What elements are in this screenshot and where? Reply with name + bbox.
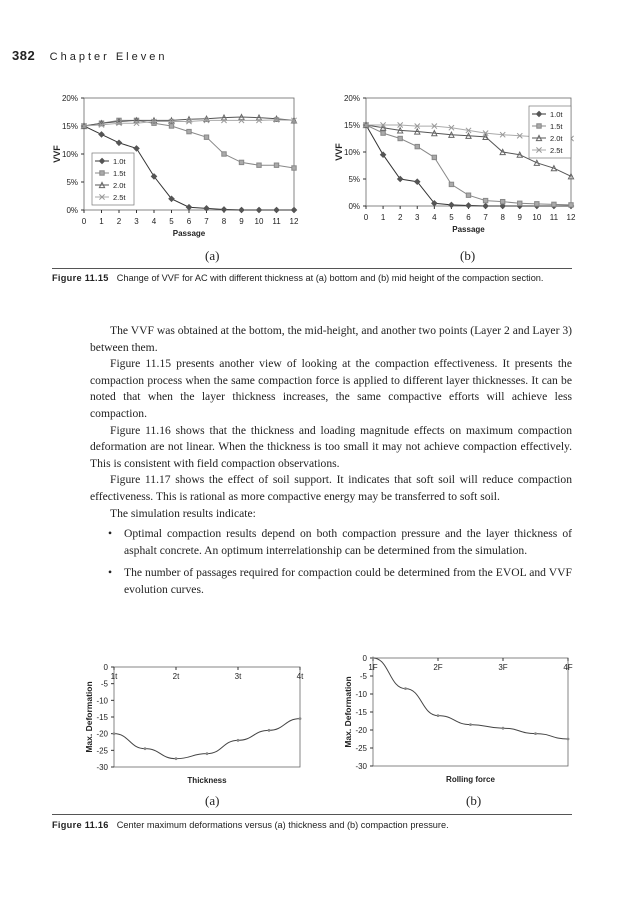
x-tick-label: 8: [221, 217, 227, 226]
x-tick-label: 11: [549, 213, 559, 222]
y-tick-label: -30: [355, 762, 367, 771]
series-point-1.5t: [257, 163, 261, 167]
fig16-sublabel-a: (a): [205, 793, 220, 808]
y-tick-label: -20: [96, 729, 108, 739]
series-point-deformation: [268, 729, 271, 732]
fig16-sublabel-b: (b): [466, 793, 482, 808]
x-tick-label: 1: [380, 213, 386, 222]
paragraph-3: Figure 11.16 shows that the thickness and loading magnitude effects on maximum compaction deformation are not linear. When the thickness is too small it may not achieve compaction effectively. This is consistent with field compaction observations.: [90, 423, 572, 470]
series-point-deformation: [372, 657, 375, 660]
plot-area: [373, 658, 568, 766]
list-item: • Optimal compaction results depend on both compaction pressure and the layer thickness of asphalt concrete. An optimum interrelationship can be determined from the simulation.: [108, 527, 572, 557]
series-point-1.5t: [535, 202, 539, 206]
series-point-deformation: [175, 757, 178, 760]
chart-fig15b: [322, 88, 584, 246]
x-tick-label: 2: [397, 213, 403, 222]
legend-label-1.5t: 1.5t: [113, 169, 126, 178]
page-header: [12, 47, 167, 65]
fig15-caption-text: Change of VVF for AC with different thickness at (a) bottom and (b) mid height of the compaction section.: [116, 273, 544, 283]
x-tick-label: 4t: [296, 672, 304, 681]
x-axis-label: Rolling force: [446, 775, 495, 784]
x-axis-label: Thickness: [187, 776, 227, 785]
x-tick-label: 1: [99, 217, 104, 226]
y-tick-label: -25: [355, 744, 367, 753]
y-tick-label: 5%: [348, 175, 360, 184]
y-tick-label: 0%: [66, 206, 78, 215]
chart-fig16a: [80, 655, 310, 790]
series-point-deformation: [502, 727, 505, 730]
x-tick-label: 10: [254, 217, 264, 226]
fig15-rule: [52, 268, 572, 269]
series-point-deformation: [113, 732, 116, 735]
legend-label-1.0t: 1.0t: [550, 110, 563, 119]
paragraph-2: Figure 11.15 presents another view of looking at the compaction effectiveness. It presents the compaction process when the same compaction force is applied to different layer thicknesses. It can be noted that when the layer thickness increases, the same compactive efforts will achieve less compaction.: [90, 357, 572, 420]
x-tick-label: 11: [272, 217, 281, 226]
x-tick-label: 2: [116, 217, 122, 226]
y-tick-label: 20%: [343, 94, 360, 103]
x-tick-label: 9: [517, 213, 522, 222]
y-tick-label: 5%: [66, 178, 78, 187]
series-point-1.5t: [187, 129, 191, 133]
series-point-deformation: [144, 747, 147, 750]
x-tick-label: 3F: [498, 663, 508, 672]
x-tick-label: 3: [134, 217, 139, 226]
y-tick-label: -10: [355, 690, 367, 699]
y-tick-label: 0%: [348, 202, 360, 211]
fig15-sublabel-a: (a): [205, 248, 220, 263]
series-point-1.5t: [222, 152, 226, 156]
x-tick-label: 7: [483, 213, 488, 222]
y-tick-label: 0: [103, 663, 108, 672]
series-point-1.5t: [483, 198, 487, 202]
list-item: • The number of passages required for compaction could be determined from the EVOL and VVF evolution curves.: [108, 566, 572, 596]
y-tick-label: -10: [96, 696, 108, 706]
series-point-1.5t: [398, 136, 402, 140]
legend-label-2.5t: 2.5t: [113, 193, 126, 202]
x-tick-label: 10: [532, 213, 542, 222]
series-point-1.5t: [415, 144, 419, 148]
y-axis-label: Max. Deformation: [84, 681, 94, 753]
x-tick-label: 1F: [368, 663, 378, 672]
legend-marker-1.5t: [537, 124, 541, 128]
x-tick-label: 12: [566, 213, 576, 222]
x-tick-label: 4F: [563, 663, 573, 672]
x-tick-label: 2t: [172, 672, 180, 681]
fig16-label: Figure 11.16: [52, 820, 109, 830]
series-point-deformation: [469, 723, 472, 726]
legend-label-1.0t: 1.0t: [113, 157, 126, 166]
x-tick-label: 2F: [433, 663, 443, 672]
fig15-caption: [52, 272, 572, 284]
plot-area: [114, 667, 300, 767]
x-tick-label: 6: [186, 217, 192, 226]
fig16-caption: [52, 819, 572, 831]
series-point-1.5t: [381, 131, 385, 135]
fig16-rule: [52, 814, 572, 815]
y-tick-label: 10%: [343, 148, 360, 157]
series-point-1.5t: [432, 155, 436, 159]
y-tick-label: -5: [359, 672, 367, 681]
x-tick-label: 3: [415, 213, 420, 222]
legend-label-2.0t: 2.0t: [113, 181, 126, 190]
series-point-1.5t: [239, 160, 243, 164]
x-tick-label: 0: [81, 217, 87, 226]
series-point-deformation: [237, 739, 240, 742]
series-point-1.5t: [518, 201, 522, 205]
x-tick-label: 3t: [234, 672, 242, 681]
series-point-deformation: [404, 687, 407, 690]
y-tick-label: -20: [355, 726, 367, 735]
x-tick-label: 6: [466, 213, 471, 222]
y-tick-label: -5: [100, 679, 108, 689]
x-tick-label: 0: [363, 213, 369, 222]
y-tick-label: -15: [355, 708, 367, 717]
x-tick-label: 7: [204, 217, 209, 226]
page-number: 382: [12, 48, 36, 63]
legend-label-2.5t: 2.5t: [550, 146, 563, 155]
y-axis-label: Max. Deformation: [343, 676, 353, 748]
paragraph-1: The VVF was obtained at the bottom, the mid-height, and another two points (Layer 2 and Layer 3) between them.: [90, 324, 572, 354]
x-tick-label: 4: [432, 213, 437, 222]
series-point-1.5t: [292, 166, 296, 170]
series-point-deformation: [206, 752, 209, 755]
series-point-deformation: [534, 732, 537, 735]
series-point-1.5t: [274, 163, 278, 167]
chapter-title: Chapter Eleven: [49, 51, 168, 63]
y-axis-label: VVF: [334, 143, 344, 161]
legend-marker-1.5t: [100, 171, 104, 175]
y-tick-label: -25: [96, 746, 108, 756]
x-tick-label: 4: [151, 217, 157, 226]
series-point-deformation: [299, 717, 302, 720]
fig16-caption-text: Center maximum deformations versus (a) thickness and (b) compaction pressure.: [116, 820, 449, 830]
y-tick-label: -15: [96, 713, 108, 722]
legend-label-1.5t: 1.5t: [550, 122, 563, 131]
result-list: [90, 526, 572, 598]
series-point-deformation: [437, 714, 440, 717]
legend-label-2.0t: 2.0t: [550, 134, 563, 143]
bullet-icon: •: [108, 566, 113, 580]
y-tick-label: 0: [362, 654, 367, 663]
x-tick-label: 12: [289, 217, 299, 226]
fig15-label: Figure 11.15: [52, 273, 109, 283]
y-tick-label: 10%: [61, 150, 78, 159]
body-text: [90, 323, 572, 605]
y-tick-label: 15%: [61, 122, 78, 131]
y-tick-label: 20%: [61, 94, 78, 103]
y-tick-label: 15%: [343, 121, 360, 130]
chart-fig16b: [335, 648, 580, 788]
series-point-1.5t: [552, 202, 556, 206]
series-point-1.5t: [449, 182, 453, 186]
y-axis-label: VVF: [52, 145, 62, 163]
bullet-icon: •: [108, 527, 113, 541]
y-tick-label: -30: [96, 763, 108, 772]
series-point-1.5t: [569, 203, 573, 207]
x-tick-label: 9: [239, 217, 244, 226]
x-tick-label: 1t: [110, 672, 118, 681]
paragraph-4: Figure 11.17 shows the effect of soil support. It indicates that soft soil will reduce compaction effectiveness. This is rational as more compactive energy may be transferred to soft soil.: [90, 473, 572, 503]
series-point-1.5t: [466, 193, 470, 197]
x-axis-label: Passage: [172, 229, 206, 238]
series-point-1.5t: [500, 199, 504, 203]
fig15-sublabel-b: (b): [460, 248, 476, 263]
series-point-deformation: [567, 738, 570, 741]
x-tick-label: 5: [169, 217, 174, 226]
x-tick-label: 8: [500, 213, 505, 222]
series-point-1.5t: [204, 135, 208, 139]
series-point-1.5t: [169, 124, 173, 128]
paragraph-5: The simulation results indicate:: [110, 506, 256, 520]
chart-fig15a: [38, 88, 308, 246]
x-tick-label: 5: [449, 213, 454, 222]
x-axis-label: Passage: [452, 225, 485, 234]
